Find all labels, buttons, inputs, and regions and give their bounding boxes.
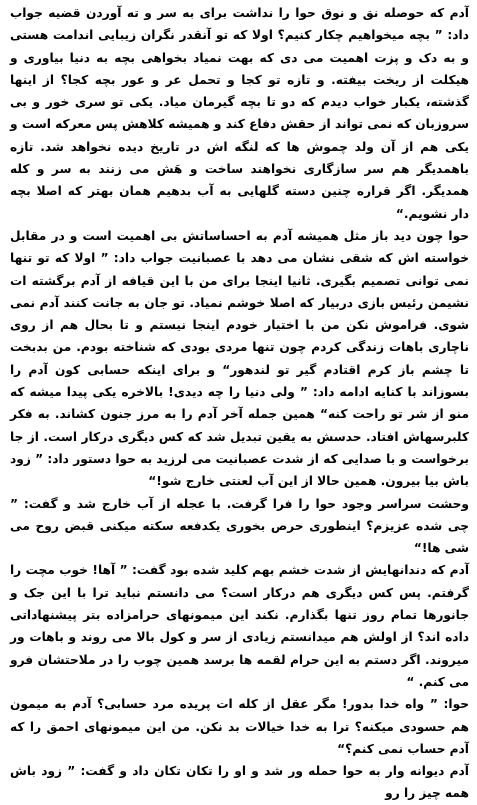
paragraph-eve-angry-reply: حوا چون دید باز مثل همیشه آدم به احساساتش بی اهمیت است و در مقابل خواسته اش که شقی نشان می دهد با عصبانیت جواب داد: ” اولا که تو تنها نمی توانی تصمیم بگیری. ثانیا اینجا برای من با این قیافه از آدم برگشته ات نشیمن رئیس بازی دربیار که اصلا خوشم نمیاد. تو جان به جانت کنند آدم نمی شوی. فراموش نکن من با اختیار خودم اینجا نیستم و تا بحال هم از روی ناچاری باهات زندگی کردم چون تنها مردی بودی که شناخته بودم. من بدبخت تا چشم باز کرم اقتادم گیر تو لندهور“ و برای اینکه حسابی کون آدم را بسوزاند با کنایه ادامه داد: ” ولی دنیا را چه دیدی! بالاخره یکی پیدا میشه که منو از شر تو راحت کنه“ همین جمله آخر آدم را به مرز جنون کشاند. به فکر کلبرسهاش افتاد. حدسش به یقین تبدیل شد که کس دیگری درکار است. از جا برخواست و با صدایی که از شدت عصبانیت می لرزید به حوا دستور داد: ” زود باش بیا بیرون. همین حالا از این آب لعنتی خارج شو!“ [10, 228, 469, 489]
paragraph-eve-denial: حوا: ” واه خدا بدور! مگر عقل از کله ات پریده مرد حسابی؟ آدم به میمون هم حسودی میکنه؟ ترا به خدا خیالات بد نکن. من این میمونهای احمق را که آدم حساب نمی کنم؟“ [10, 697, 469, 756]
paragraph-adam-reply: آدم که حوصله نق و نوق حوا را نداشت برای به سر و ته آوردن قضیه جواب داد: ” بچه میخواهیم چکار کنیم؟ اولا که تو آنقدر نگران زیبایی اندامت هستی و به دک و پزت اهمیت می دی که بهت نمیاد بخواهی بچه به دنیا بیاوری و هیکلت از ریخت بیفته. و تازه تو کجا و تحمل عر و عور بچه کجا؟ از اینها گذشته، یکبار خواب دیدم که دو تا بچه گیرمان میاد. یکی تو سری خور و بی سروزبان که نمی تواند از حقش دفاع کند و همیشه کلاهش پس معرکه است و یکی هم از آن ولد چموش ها که لنگه اش در تاریخ دیده نخواهد شد. تازه باهمدیگر هم سر سازگاری نخواهند ساخت و هَش می زنند به سر و کله همدیگر. اگر قراره چنین دسته گلهایی به آب بدهیم همان بهتر که اصلا بچه دار نشویم.“ [10, 6, 469, 221]
paragraph-eve-fear: وحشت سراسر وجود حوا را فرا گرفت. با عجله از آب خارج شد و گفت: ” چی شده عزیزم؟ اینطوری حرص بخوری یکدفعه سکته میکنی قبض روح می شی ها!“ [10, 496, 469, 556]
paragraph-adam-jealousy: آدم که دندانهایش از شدت خشم بهم کلید شده بود گفت: ” آها! خوب مچت را گرفتم. پس کس دیگری هم درکار است؟ می دانستم نباید ترا با این جک و جانورها تمام روز تنها بگذارم. نکند این میمونهای حرامزاده بتر پیشنهاداتی داده اند؟ از اولش هم میدانستم زیادی از سر و کول بالا می روند و باهات ور میروند. اگر دستم به این حرام لقمه ها برسد همین چوب را در ملاحتشان فرو می کنم. “ [10, 563, 469, 689]
document-body [10, 2, 469, 805]
paragraph-adam-attack: آدم دیوانه وار به حوا حمله ور شد و او را تکان تکان داد و گفت: ” زود باش همه چیز را رو [10, 764, 469, 801]
